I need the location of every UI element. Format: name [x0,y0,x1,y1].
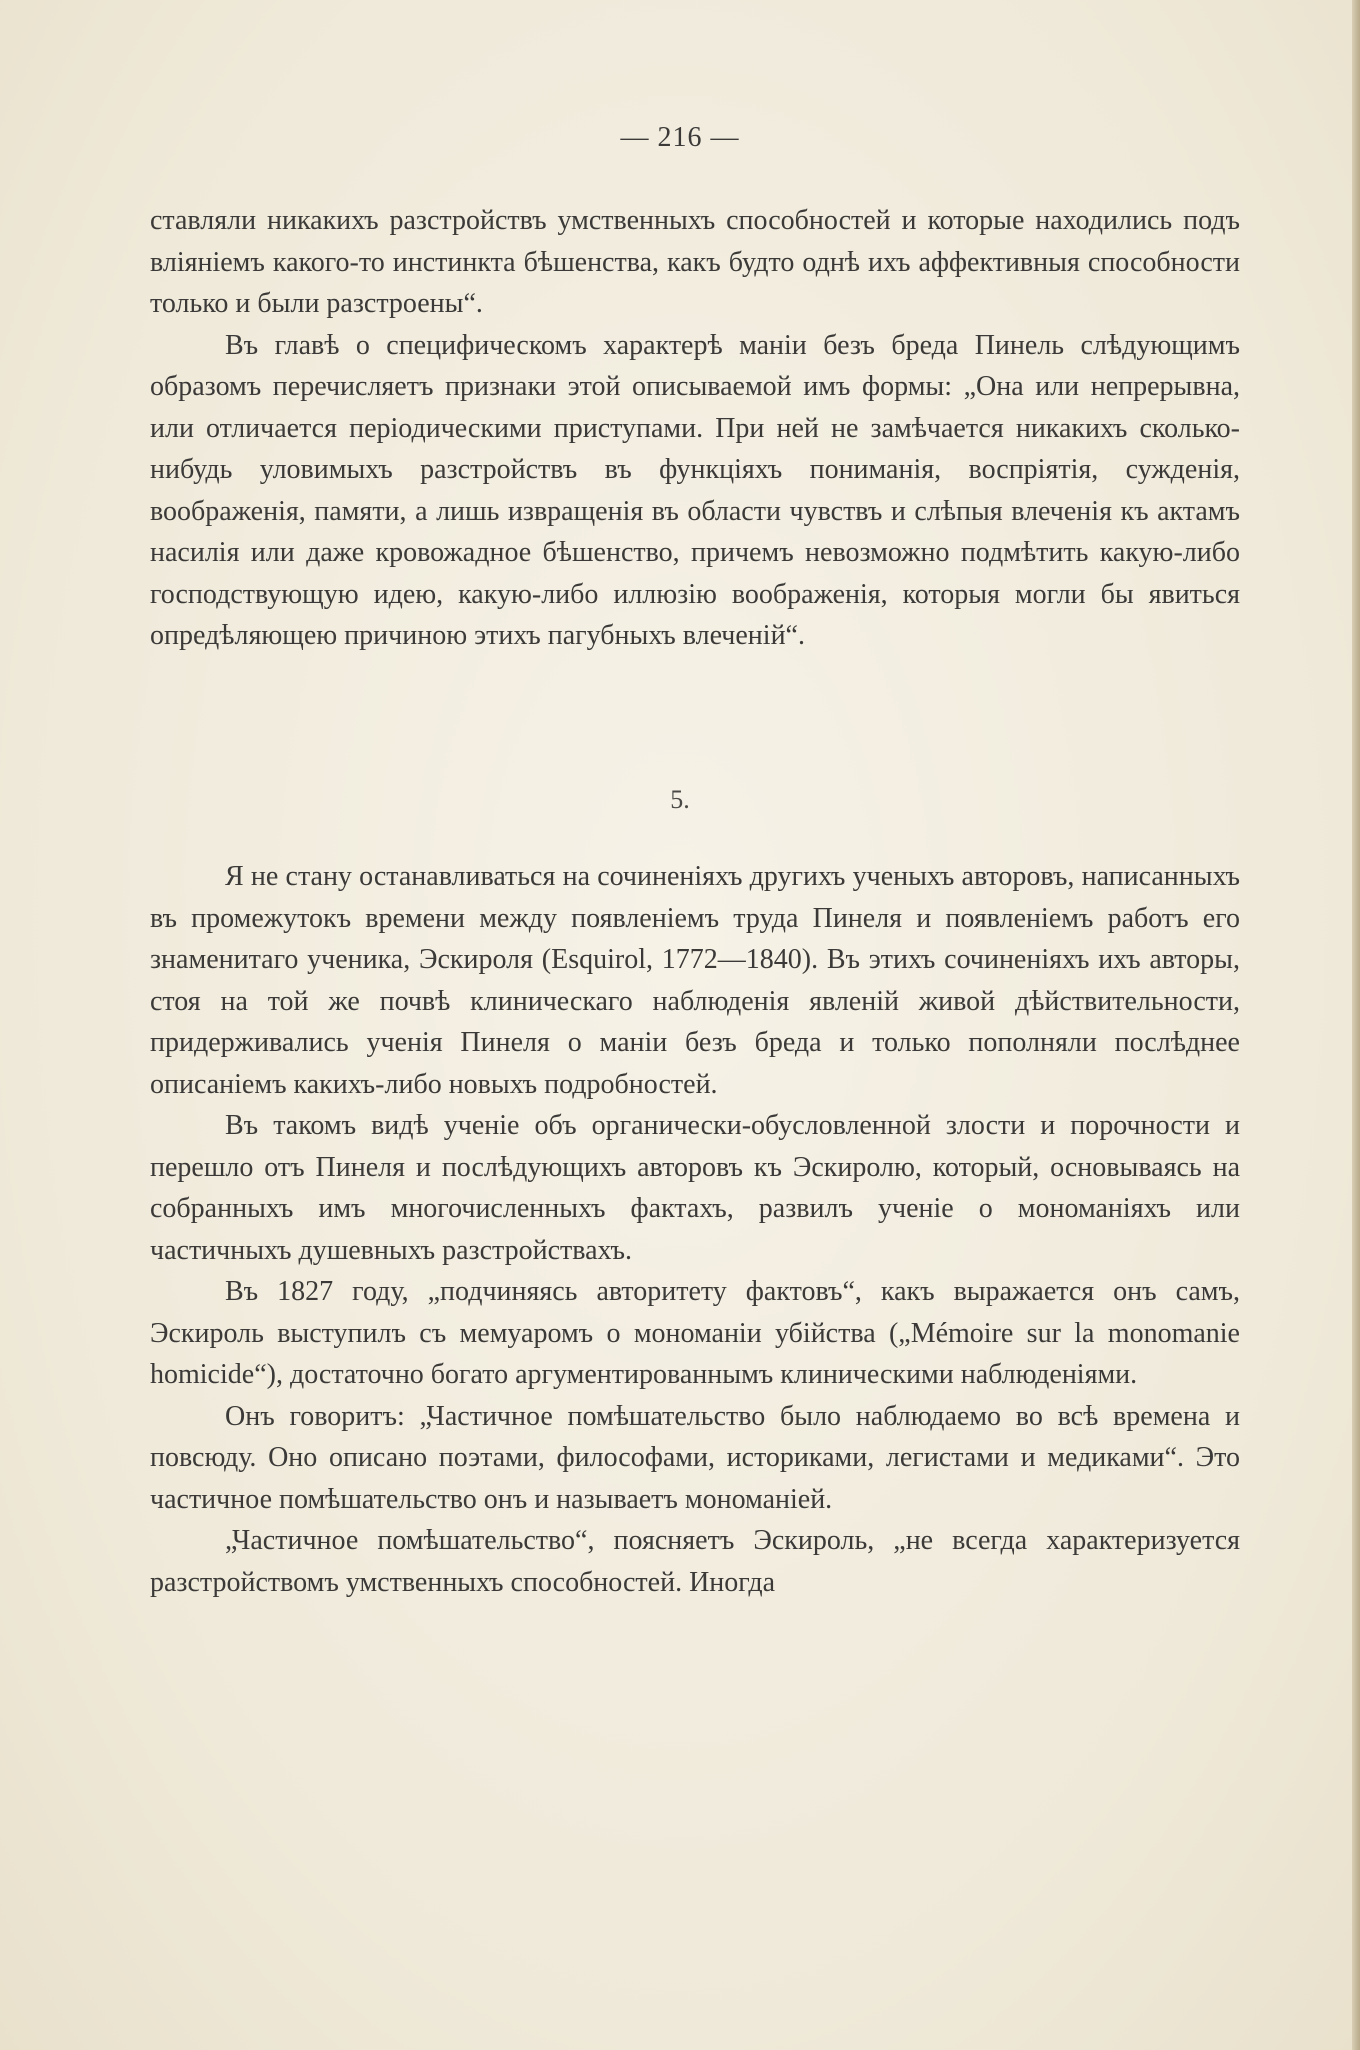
top-text-block [150,200,1240,657]
paragraph: Въ 1827 году, „подчиняясь авторитету фактовъ“, какъ выражается онъ самъ, Эскироль выступилъ съ мемуаромъ о мономаніи убійства („Mémoire sur la monomanie homicide“), достаточно богато аргументированнымъ клиническими наблюденіями. [150,1276,1240,1390]
section-heading: 5. [670,785,690,814]
paragraph: Въ главѣ о специфическомъ характерѣ маніи безъ бреда Пинель слѣдующимъ образомъ перечисляетъ признаки этой описываемой имъ формы: „Она или непрерывна, или отличается періодическими приступами. При ней не замѣчается никакихъ сколько-нибудь уловимыхъ разстройствъ въ функціяхъ пониманія, воспріятія, сужденія, воображенія, памяти, а лишь извращенія въ области чувствъ и слѣпыя влеченія къ актамъ насилія или даже кровожадное бѣшенство, причемъ невозможно подмѣтить какую-либо господствующую идею, какую-либо иллюзію воображенія, которыя могли бы явиться опредѣляющею причиною этихъ пагубныхъ влеченій“. [150,329,1240,651]
paragraph: Я не стану останавливаться на сочиненіяхъ другихъ ученыхъ авторовъ, написанныхъ въ промежутокъ времени между появленіемъ труда Пинеля и появленіемъ работъ его знаменитаго ученика, Эскироля (Esquirol, 1772—1840). Въ этихъ сочиненіяхъ ихъ авторы, стоя на той же почвѣ клиническаго наблюденія явленій живой дѣйствительности, придерживались ученія Пинеля о маніи безъ бреда и только пополняли послѣднее описаніемъ какихъ-либо новыхъ подробностей. [150,861,1240,1100]
paragraph: ставляли никакихъ разстройствъ умственныхъ способностей и которые находились подъ вліяніемъ какого-то инстинкта бѣшенства, какъ будто однѣ ихъ аффективныя способности только и были разстроены“. [150,205,1240,319]
paragraph: „Частичное помѣшательство“, поясняетъ Эскироль, „не всегда характеризуется разстройствомъ умственныхъ способностей. Иногда [150,1525,1240,1598]
page-number: — 216 — [620,122,740,153]
paragraph: Въ такомъ видѣ ученіе объ органически-обусловленной злости и порочности и перешло отъ Пинеля и послѣдующихъ авторовъ къ Эскиролю, который, основываясь на собранныхъ имъ многочисленныхъ фактахъ, развилъ ученіе о мономаніяхъ или частичныхъ душевныхъ разстройствахъ. [150,1110,1240,1266]
bottom-text-block [150,856,1240,1603]
page-edge [1352,0,1360,2050]
paragraph: Онъ говоритъ: „Частичное помѣшательство было наблюдаемо во всѣ времена и повсюду. Оно описано поэтами, философами, историками, легистами и медиками“. Это частичное помѣшательство онъ и называетъ мономаніей. [150,1400,1240,1515]
